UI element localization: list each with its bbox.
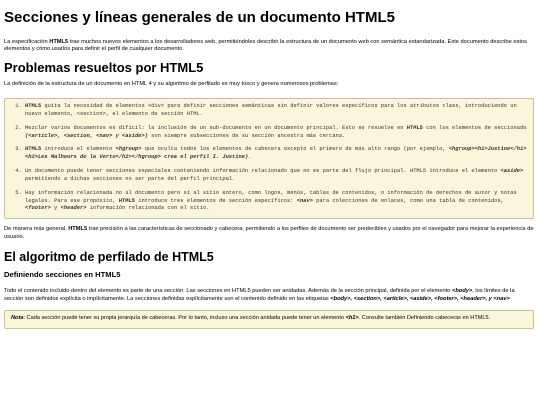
page-title: Secciones y líneas generales de un documento HTML5 — [4, 9, 395, 26]
item-html5: HTML5 — [118, 197, 135, 204]
intro-text: La especificación — [4, 38, 50, 45]
item-text: Hay información relacionada no al documento pero sí al sitio entero, como logos, menús, tablas de contenidos, o información de derechos de autor y notas legales. Para ese propósito, — [25, 189, 517, 204]
item-text: Mezclar varios documentos es difícil: la inclusión de un sub-documento en un documento principal. Esto se resuelve en — [25, 124, 407, 131]
problems-list — [11, 103, 527, 213]
item-code: (<article>, <section, <nav> y <aside>) — [25, 132, 148, 139]
section-heading-algorithm: El algoritmo de perfilado de HTML5 — [4, 249, 214, 264]
subheading-defining-sections: Definiendo secciones en HTML5 — [4, 270, 121, 280]
algorithm-paragraph — [4, 288, 534, 304]
intro-text-rest: trae muchos nuevos elementos a los desarrolladores web, permitiéndoles describir la estructura de un documento web con semántica estandarizada. Este documento describe estos elementos y cómo usarlos para definir el perfil de cualquier documento. — [4, 38, 527, 53]
item-code: <header> — [60, 205, 87, 212]
item-text: para colecciones de enlaces, como una tabla de contenidos, — [312, 197, 504, 204]
list-item — [25, 125, 527, 141]
item-text: quita la necesidad de elementos <div> para definir secciones semánticas sin definir valores específicos para los atributos class, introduciendo un nuevo elemento, <section>, el elemento de sección HTML. — [25, 103, 517, 117]
para-text: Todo el contenido incluido dentro del elemento es parte de una sección. Las secciones en HTML5 pueden ser anidadas. Además de la sección principal, definida por el elemento — [4, 288, 453, 295]
item-html5: HTML5 — [406, 124, 423, 131]
problems-outro — [4, 226, 534, 242]
item-text: introduce el elemento — [41, 146, 116, 153]
para-code: <body> — [452, 288, 473, 295]
note-label: Nota — [11, 314, 24, 321]
outro-text: De manera más general, — [4, 226, 69, 233]
list-item — [25, 103, 527, 119]
list-item — [25, 146, 527, 162]
list-item — [25, 190, 527, 213]
note-code: <h1> — [345, 314, 359, 321]
item-text: información relacionada con el sitio. — [86, 205, 210, 212]
note-box — [4, 310, 534, 329]
item-text: que oculta todos los elementos de cabecera excepto el primero de más alto rango (por ejemplo, — [141, 146, 449, 153]
intro-html5: HTML5 — [49, 38, 69, 45]
item-text: . — [248, 154, 252, 161]
item-text: con los elementos de seccionado — [422, 124, 527, 131]
item-code: <nav> — [296, 197, 313, 204]
item-code: <aside> — [500, 168, 524, 175]
para-text: , los límites de la sección son definidos explícita o implícitamente. La secciones definidas explícitamente son el contenido definido en las etiquetas — [4, 288, 515, 303]
item-html5: HTML5 — [25, 146, 42, 153]
intro-paragraph — [4, 39, 534, 55]
item-text: Un documento puede tener secciones especiales conteniendo información relacionado que no es parte del flujo principal. HTML5 introduce el elemento — [25, 168, 501, 175]
outro-text-rest: trae precisión a las características de seccionado y cabecera, permitiendo a los perfiles de documento ser predecibles y usados por el navegador para mejorar la experiencia de usuario. — [4, 226, 534, 240]
problems-intro: La definición de la estructura de un documento en HTML 4 y su algoritmo de perfilado es muy tosco y genera numerosos problemas: — [4, 81, 339, 88]
item-code: <footer> — [25, 205, 51, 212]
note-text-rest: . Consulte también Definiendo cabeceras en HTML5. — [358, 314, 491, 321]
para-code: <body>, <section>, <article>, <aside>, <footer>, <header>, y <nav> — [330, 296, 510, 303]
item-text: introduce tres elementos de sección específicos: — [135, 197, 297, 204]
item-text: son siempre subsecciones de su sección ancestra más cercana. — [147, 132, 346, 139]
section-heading-problems: Problemas resueltos por HTML5 — [4, 60, 204, 75]
problems-list-box — [4, 98, 534, 219]
outro-html5: HTML5 — [68, 226, 88, 233]
list-item — [25, 168, 527, 184]
item-html5: HTML5 — [25, 103, 42, 110]
note-text: : Cada sección puede tener su propia jerarquía de cabeceras. Por lo tanto, incluso una sección anidada puede tener un elemento — [23, 314, 346, 321]
item-text: permitiendo a dichas secciones no ser parte del perfil principal. — [25, 175, 236, 182]
item-code: <hgroup><h1>Justine</h1><h2>Les Malheurs de la Vertu</h2></hgroup> crea el perfil I. Justine) — [25, 146, 527, 161]
item-text: y — [50, 205, 61, 212]
item-code: <hgroup> — [115, 146, 142, 153]
